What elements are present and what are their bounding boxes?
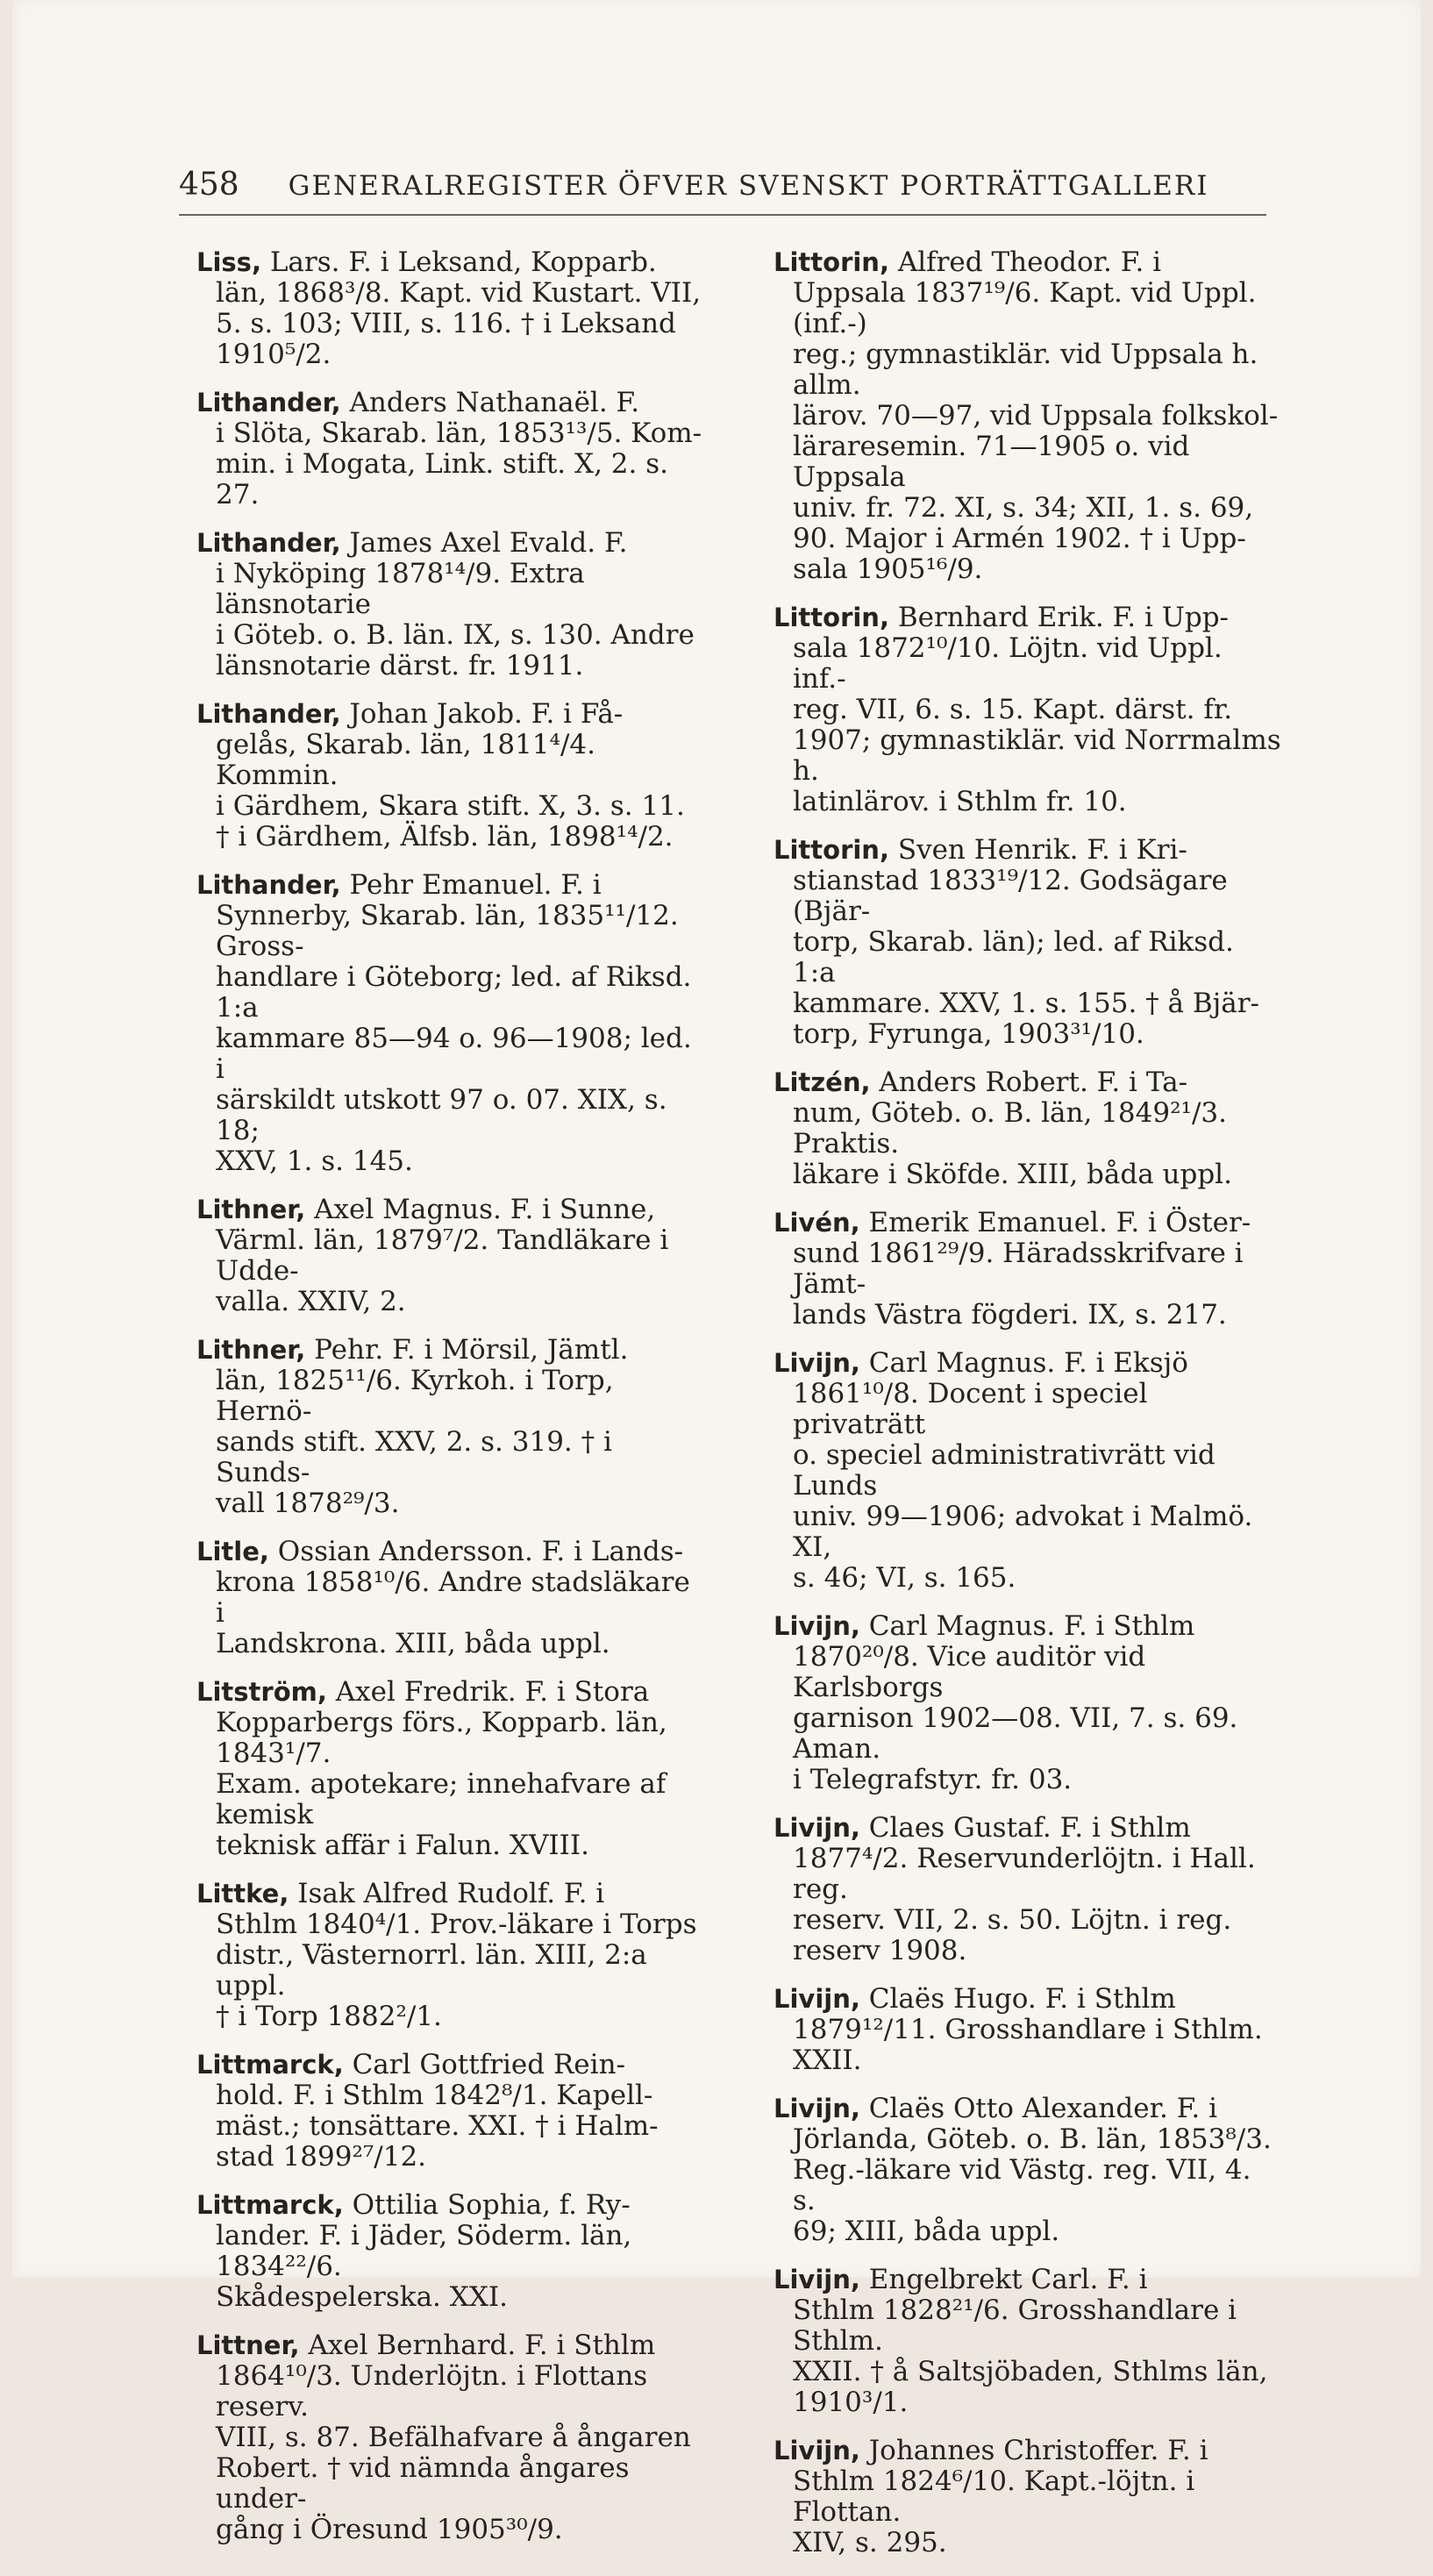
entry-text: Axel Bernhard. F. i Sthlm 1864¹⁰/3. Underlöjtn. i Flottans reserv. VIII, s. 87. Befälhafvare å ångaren Robert. † vid nämnda ångares under- gång i Öresund 1905³⁰/9. [216, 2330, 691, 2545]
register-entry [196, 1879, 705, 2032]
entry-name: Littorin, [774, 247, 889, 277]
entry-text: Carl Gottfried Rein- hold. F. i Sthlm 1842⁸/1. Kapell- mäst.; tonsättare. XXI. † i Halm- stad 1899²⁷/12. [216, 2049, 659, 2173]
entry-text: Carl Magnus. F. i Eksjö 1861¹⁰/8. Docent i speciel privaträtt o. speciel administrativrätt vid Lunds univ. 99—1906; advokat i Malmö. XI, s. 46; VI, s. 165. [793, 1347, 1253, 1594]
entry-name: Litle, [196, 1537, 269, 1566]
register-entry [774, 2265, 1282, 2418]
right-column [774, 247, 1282, 2576]
page [12, 0, 1421, 2558]
entry-text: Alfred Theodor. F. i Uppsala 1837¹⁹/6. Kapt. vid Uppl. (inf.-) reg.; gymnastiklär. vid Uppsala h. allm. lärov. 70—97, vid Uppsala folkskol- läraresemin. 71—1905 o. vid Uppsala univ. fr. 72. XI, s. 34; XII, 1. s. 69, 90. Major i Armén 1902. † i Upp- sala 1905¹⁶/9. [793, 246, 1279, 585]
page-number: 458 [179, 167, 239, 203]
entry-text: Ottilia Sophia, f. Ry- lander. F. i Jäder, Söderm. län, 1834²²/6. Skådespelerska. XXI. [216, 2189, 632, 2313]
register-entry [774, 1984, 1282, 2076]
running-title: GENERALREGISTER ÖFVER SVENSKT PORTRÄTTGALLERI [288, 170, 1209, 202]
register-entry [196, 699, 705, 853]
entry-text: Axel Magnus. F. i Sunne, Värml. län, 1879⁷/2. Tandläkare i Udde- valla. XXIV, 2. [216, 1194, 669, 1317]
register-entry [196, 870, 705, 1177]
entry-name: Liss, [196, 247, 261, 277]
entry-name: Livijn, [774, 2265, 860, 2294]
entry-name: Litström, [196, 1677, 327, 1707]
entry-text: Johannes Christoffer. F. i Sthlm 1824⁶/10. Kapt.-löjtn. i Flottan. XIV, s. 295. [793, 2435, 1208, 2558]
entry-name: Littmarck, [196, 2190, 344, 2220]
register-entry [774, 1348, 1282, 1594]
entry-name: Lithander, [196, 528, 341, 558]
entry-name: Livijn, [774, 1348, 860, 1378]
register-entry [196, 2190, 705, 2313]
register-entry [196, 247, 705, 370]
entry-text: Emerik Emanuel. F. i Öster- sund 1861²⁹/9. Häradsskrifvare i Jämt- lands Västra fögderi. IX, s. 217. [793, 1207, 1251, 1331]
register-entry [196, 2330, 705, 2545]
page-header [179, 167, 1275, 203]
register-entry [196, 528, 705, 681]
entry-text: Carl Magnus. F. i Sthlm 1870²⁰/8. Vice auditör vid Karlsborgs garnison 1902—08. VII, 7. s. 69. Aman. i Telegrafstyr. fr. 03. [793, 1610, 1238, 1795]
register-entry [774, 603, 1282, 817]
entry-name: Livijn, [774, 1984, 860, 2014]
entry-name: Livijn, [774, 2436, 860, 2465]
register-entry [196, 1195, 705, 1317]
entry-text: Axel Fredrik. F. i Stora Kopparbergs förs., Kopparb. län, 1843¹/7. Exam. apotekare; innehafvare af kemisk teknisk affär i Falun. XVIII. [216, 1676, 667, 1861]
entry-text: Isak Alfred Rudolf. F. i Sthlm 1840⁴/1. Prov.-läkare i Torps distr., Västernorrl. län. XIII, 2:a uppl. † i Torp 1882²/1. [216, 1878, 697, 2032]
entry-name: Lithner, [196, 1335, 306, 1365]
register-entry [774, 1611, 1282, 1795]
register-entry [774, 2436, 1282, 2558]
register-entry [774, 1813, 1282, 1966]
entry-name: Littke, [196, 1879, 289, 1909]
register-entry [196, 1677, 705, 1861]
entry-name: Littorin, [774, 835, 889, 865]
register-entry [196, 2050, 705, 2173]
entry-name: Lithander, [196, 870, 341, 900]
entry-text: Engelbrekt Carl. F. i Sthlm 1828²¹/6. Grosshandlare i Sthlm. XXII. † å Saltsjöbaden, Sthlms län, 1910³/1. [793, 2264, 1268, 2418]
register-entry [196, 1537, 705, 1659]
register-entry [774, 835, 1282, 1050]
register-entry [774, 2094, 1282, 2247]
entry-name: Lithander, [196, 388, 341, 417]
entry-text: Ossian Andersson. F. i Lands- krona 1858¹⁰/6. Andre stadsläkare i Landskrona. XIII, båda uppl. [216, 1536, 690, 1659]
entry-text: Pehr. F. i Mörsil, Jämtl. län, 1825¹¹/6. Kyrkoh. i Torp, Hernö- sands stift. XXV, 2. s. 319. † i Sunds- vall 1878²⁹/3. [216, 1334, 629, 1519]
entry-name: Lithander, [196, 699, 341, 729]
entry-name: Littner, [196, 2330, 300, 2360]
entry-name: Lithner, [196, 1195, 306, 1224]
entry-text: Anders Nathanaël. F. i Slöta, Skarab. län, 1853¹³/5. Kom- min. i Mogata, Link. stift. X, 2. s. 27. [216, 387, 702, 510]
header-rule [179, 214, 1266, 216]
entry-text: Claës Otto Alexander. F. i Jörlanda, Göteb. o. B. län, 1853⁸/3. Reg.-läkare vid Västg. reg. VII, 4. s. 69; XIII, båda uppl. [793, 2093, 1272, 2247]
entry-text: James Axel Evald. F. i Nyköping 1878¹⁴/9. Extra länsnotarie i Göteb. o. B. län. IX, s. 130. Andre länsnotarie därst. fr. 1911. [216, 527, 695, 681]
entry-name: Littorin, [774, 603, 889, 632]
entry-name: Livén, [774, 1208, 860, 1238]
entry-text: Claes Gustaf. F. i Sthlm 1877⁴/2. Reservunderlöjtn. i Hall. reg. reserv. VII, 2. s. 50. Löjtn. i reg. reserv 1908. [793, 1812, 1256, 1966]
entry-text: Lars. F. i Leksand, Kopparb. län, 1868³/8. Kapt. vid Kustart. VII, 5. s. 103; VIII, s. 116. † i Leksand 1910⁵/2. [216, 246, 702, 370]
entry-name: Litzén, [774, 1067, 871, 1097]
entry-name: Livijn, [774, 2094, 860, 2123]
register-entry [196, 1335, 705, 1519]
left-column [196, 247, 705, 2563]
entry-text: Bernhard Erik. F. i Upp- sala 1872¹⁰/10. Löjtn. vid Uppl. inf.- reg. VII, 6. s. 15. Kapt. därst. fr. 1907; gymnastiklär. vid Norrmalms h. latinlärov. i Sthlm fr. 10. [793, 602, 1281, 817]
entry-name: Littmarck, [196, 2050, 344, 2080]
entry-text: Johan Jakob. F. i Få- gelås, Skarab. län, 1811⁴/4. Kommin. i Gärdhem, Skara stift. X, 3. s. 11. † i Gärdhem, Älfsb. län, 1898¹⁴/2. [216, 698, 685, 853]
register-entry [196, 388, 705, 510]
entry-name: Livijn, [774, 1813, 860, 1843]
entry-name: Livijn, [774, 1611, 860, 1641]
entry-text: Sven Henrik. F. i Kri- stianstad 1833¹⁹/12. Godsägare (Bjär- torp, Skarab. län); led. af Riksd. 1:a kammare. XXV, 1. s. 155. † å Bjär- torp, Fyrunga, 1903³¹/10. [793, 834, 1260, 1050]
register-entry [774, 1067, 1282, 1190]
entry-text: Claës Hugo. F. i Sthlm 1879¹²/11. Grosshandlare i Sthlm. XXII. [793, 1983, 1263, 2076]
register-entry [774, 1208, 1282, 1331]
entry-text: Pehr Emanuel. F. i Synnerby, Skarab. län, 1835¹¹/12. Gross- handlare i Göteborg; led. af Riksd. 1:a kammare 85—94 o. 96—1908; led. i särskildt utskott 97 o. 07. XIX, s. 18; XXV, 1. s. 145. [216, 869, 692, 1177]
register-entry [774, 247, 1282, 585]
entry-text: Anders Robert. F. i Ta- num, Göteb. o. B. län, 1849²¹/3. Praktis. läkare i Sköfde. XIII, båda uppl. [793, 1067, 1232, 1190]
